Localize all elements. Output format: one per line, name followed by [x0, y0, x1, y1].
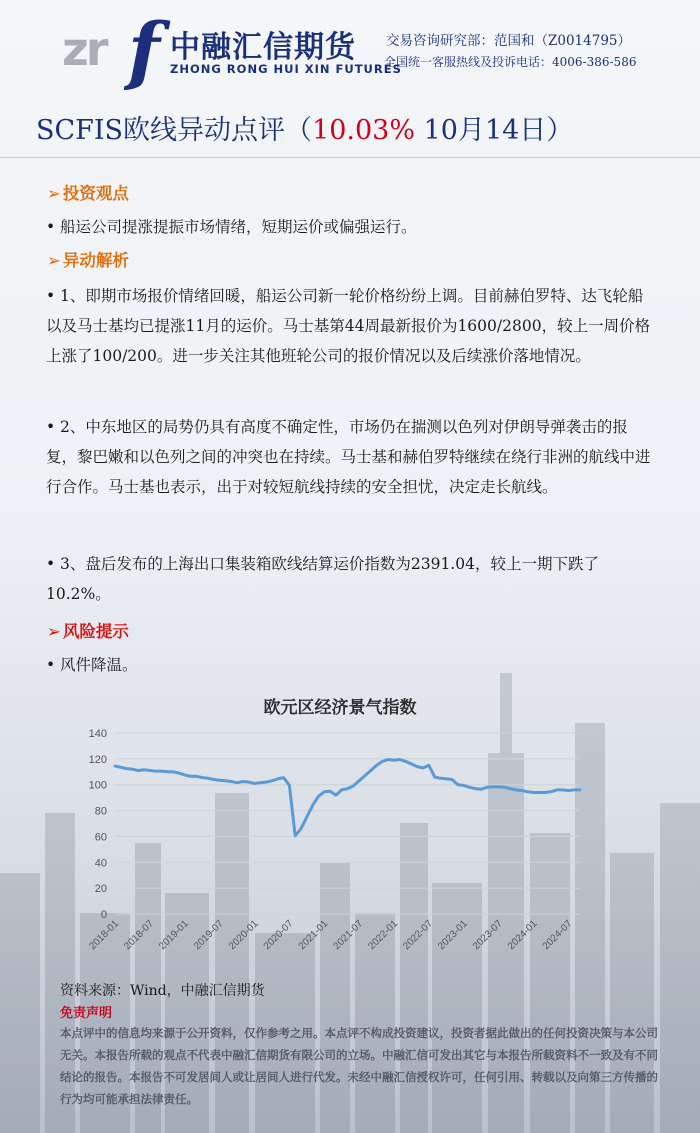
company-name-cn: 中融汇信期货: [170, 30, 356, 65]
x-tick-label: 2024-01: [505, 918, 540, 953]
x-tick-label: 2022-01: [366, 918, 401, 953]
y-tick-label: 120: [88, 753, 107, 766]
x-tick-label: 2023-07: [471, 918, 505, 953]
x-tick-label: 2020-07: [261, 918, 296, 953]
y-tick-label: 20: [94, 883, 107, 896]
bullet-icon: •: [46, 218, 56, 236]
title-percent: 10.03%: [312, 115, 416, 146]
section-heading-risk: ➢ 风险提示: [47, 622, 129, 641]
disclaimer-title: 免责声明: [60, 1006, 113, 1021]
analysis-paragraph-2: • 2、中东地区的局势仍具有高度不确定性，市场仍在揣测以色列对伊朗导弹袭击的报复，黎巴嫩和以色列之间的冲突也在持续。马士基和赫伯罗特继续在绕行非洲的航线中进行合作。马士基也表示，出于对较短航线持续的安全担忧，决定走长航线。: [46, 412, 656, 502]
title-main: SCFIS欧线: [36, 115, 178, 146]
disclaimer-text: 本点评中的信息均来源于公开资料，仅作参考之用。本点评不构成投资建议，投资者据此做出的任何投资决策与本公司无关。本报告所载的观点不代表中融汇信期货有限公司的立场。中融汇信可发出其它与本报告所载资料不一致及有不同结论的报告。本报告不可发居间人或让居间人进行代发。未经中融汇信授权许可，任何引用、转载以及向第三方传播的行为均可能承担法律责任。: [60, 1026, 658, 1106]
analysis-paragraph-1: • 1、即期市场报价情绪回暖，船运公司新一轮价格纷纷上调。目前赫伯罗特、达飞轮船以及马士基均已提涨11月的运价。马士基第44周最新报价为1600/2800，较上一周价格上涨了100/200。进一步关注其他班轮公司的报价情况以及后续涨价落地情况。: [46, 281, 656, 371]
data-source: 资料来源：Wind，中融汇信期货: [60, 983, 265, 999]
y-tick-label: 40: [94, 857, 107, 870]
bullet-icon: •: [46, 656, 56, 674]
x-tick-label: 2018-01: [87, 918, 122, 953]
risk-paragraph: • 风件降温。: [46, 650, 656, 680]
arrow-icon: ➢: [47, 184, 61, 203]
company-logo-letter: f: [128, 8, 160, 94]
y-tick-label: 0: [100, 909, 107, 921]
bullet-icon: •: [46, 418, 56, 436]
company-name-en: ZHONG RONG HUI XIN FUTURES: [170, 62, 402, 76]
x-tick-label: 2018-07: [122, 918, 156, 953]
arrow-icon: ➢: [47, 622, 61, 641]
hotline-contact: 全国统一客服热线及投诉电话：4006-386-586: [384, 55, 637, 69]
x-tick-label: 2020-01: [226, 918, 261, 953]
section-heading-view: ➢ 投资观点: [47, 184, 129, 203]
x-tick-label: 2021-01: [296, 918, 331, 953]
x-tick-label: 2019-01: [157, 918, 191, 953]
y-tick-label: 140: [88, 728, 107, 740]
x-tick-label: 2021-07: [331, 918, 366, 953]
y-tick-label: 60: [94, 831, 107, 844]
report-title: [36, 108, 573, 147]
title-date: 10月14日）: [415, 115, 574, 146]
arrow-icon: ➢: [47, 251, 61, 270]
bullet-icon: •: [46, 555, 56, 573]
analyst-contact: 交易咨询研究部：范国和（Z0014795）: [386, 33, 632, 49]
x-tick-label: 2019-07: [192, 918, 226, 953]
analysis-paragraph-3: • 3、盘后发布的上海出口集装箱欧线结算运价指数为2391.04，较上一期下跌了10.2%。: [46, 549, 656, 609]
x-tick-label: 2024-07: [540, 918, 575, 953]
view-paragraph: • 船运公司提涨提振市场情绪，短期运价或偏强运行。: [46, 212, 656, 242]
sentiment-line-chart: [0, 715, 680, 977]
title-sub: 异动点评（: [177, 115, 313, 146]
chart-title: 欧元区经济景气指数: [263, 698, 417, 718]
section-heading-analysis: ➢ 异动解析: [47, 251, 129, 270]
x-tick-label: 2023-01: [436, 918, 470, 953]
bullet-icon: •: [46, 287, 56, 305]
series-line: [115, 760, 580, 836]
company-logo-mark: zr: [62, 22, 106, 76]
y-tick-label: 80: [94, 805, 107, 818]
report-header: [0, 0, 700, 92]
title-divider: [0, 157, 700, 158]
x-tick-label: 2022-07: [401, 918, 435, 953]
y-tick-label: 100: [88, 779, 107, 792]
